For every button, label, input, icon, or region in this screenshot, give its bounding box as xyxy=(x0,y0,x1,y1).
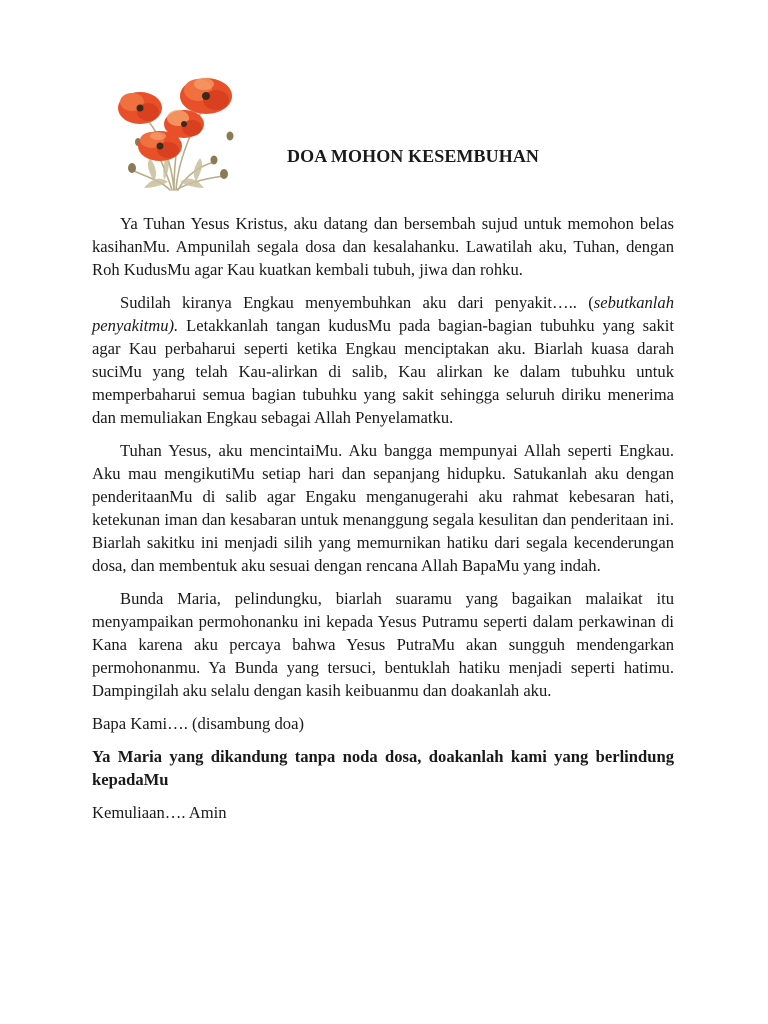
paragraph-healing-start: Sudilah kiranya Engkau menyembuhkan aku dari penyakit….. ( xyxy=(120,293,594,312)
paragraph-healing-rest: Letakkanlah tangan kudusMu pada bagian-bagian tubuhku yang sakit agar Kau perbaharui seperti ketika Engkau menciptakan aku. Biarlah kuasa darah suciMu yang telah Kau-alirkan di salib, Kau alirkan ke dalam tubuhku untuk memperbaharui semua bagian tubuhku yang sakit sehingga seluruh diriku menerima dan memuliakan Engkau sebagai Allah Penyelamatku. xyxy=(92,316,674,427)
poppy-flowers-illustration xyxy=(104,70,244,195)
paragraph-prayer-mary: Bunda Maria, pelindungku, biarlah suaramu yang bagaikan malaikat itu menyampaikan permohonanku ini kepada Yesus Putramu seperti dalam perkawinan di Kana karena aku percaya bahwa Yesus PutraMu akan sungguh mendengarkan permohonanmu. Ya Bunda yang tersuci, bentuklah hatiku menjadi seperti hatimu. Dampingilah aku selalu dengan kasih keibuanmu dan doakanlah aku. xyxy=(92,589,674,700)
document-body xyxy=(92,212,674,834)
line-kemuliaan: Kemuliaan…. Amin xyxy=(92,803,227,822)
line-ya-maria: Ya Maria yang dikandung tanpa noda dosa, doakanlah kami yang berlindung kepadaMu xyxy=(92,747,674,789)
paragraph-prayer-opening: Ya Tuhan Yesus Kristus, aku datang dan bersembah sujud untuk memohon belas kasihanMu. Ampunilah segala dosa dan kesalahanku. Lawatilah aku, Tuhan, dengan Roh KudusMu agar Kau kuatkan kembali tubuh, jiwa dan rohku. xyxy=(92,214,674,279)
document-title: DOA MOHON KESEMBUHAN xyxy=(287,146,540,166)
paragraph-healing-italic-note: sebutkanlah penyakitmu). xyxy=(92,293,674,335)
paragraph-prayer-healing xyxy=(92,291,674,429)
line-bapa-kami: Bapa Kami…. (disambung doa) xyxy=(92,714,304,733)
paragraph-prayer-love: Tuhan Yesus, aku mencintaiMu. Aku bangga mempunyai Allah seperti Engkau. Aku mau mengikutiMu setiap hari dan sepanjang hidupku. Satukanlah aku dengan penderitaanMu di salib agar Engaku menganugerahi aku rahmat kebesaran hati, ketekunan iman dan kesabaran untuk menanggung segala kesulitan dan penderitaan ini. Biarlah sakitku ini menjadi silih yang memurnikan hatiku dari segala kecenderungan dosa, dan membentuk aku sesuai dengan rencana Allah BapaMu yang indah. xyxy=(92,441,674,575)
